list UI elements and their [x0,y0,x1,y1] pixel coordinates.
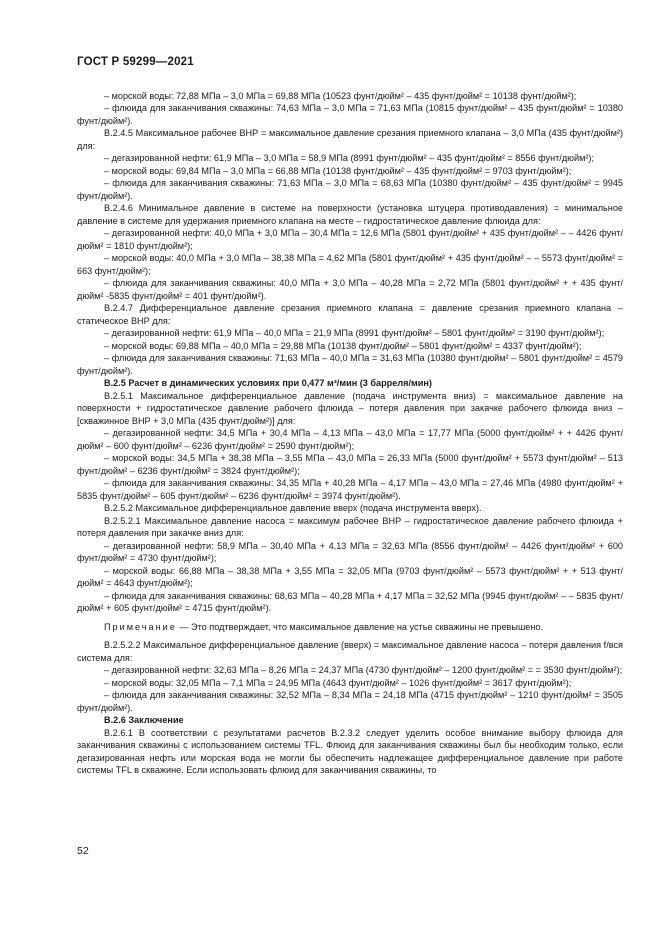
section-heading: В.2.5.2.1 Максимальное давление насоса = максимум рабочее ВНР – гидростатическое давление рабочего флюида + потеря давления при закачке вниз для: [77,515,623,538]
paragraph: – флюида для заканчивания скважины: 32,52 МПа – 8,34 МПа = 24,18 МПа (4715 фунт/дюйм² – 1210 фунт/дюйм² = 3505 фунт/дюйм²). [77,690,623,713]
section-title-bold: В.2.6 Заключение [104,715,184,725]
paragraph: – морской воды: 69,88 МПа – 40,0 МПа = 29,88 МПа (10138 фунт/дюйм² – 5801 фунт/дюйм² = 4337 фунт/дюйм²); [104,340,582,351]
paragraph: – морской воды: 72,88 МПа – 3,0 МПа = 69,88 МПа (10523 фунт/дюйм² – 435 фунт/дюйм² = 10138 фунт/дюйм²); [104,90,577,101]
paragraph: – морской воды: 69,84 МПа – 3,0 МПа = 66,88 МПа (10138 фунт/дюйм² – 435 фунт/дюйм² = 9703 фунт/дюйм²); [104,165,572,176]
paragraph: – морской воды: 40,0 МПа + 3,0 МПа – 38,38 МПа = 4,62 МПа (5801 фунт/дюйм² + 435 фунт/дюйм² – – 5573 фунт/дюйм² = 663 фунт/дюйм²); [77,253,623,276]
section-title-bold: В.2.5 Расчет в динамических условиях при 0,477 м³/мин (3 барреля/мин) [104,378,432,388]
note-label: Примечание [104,621,177,632]
paragraph: – дегазированной нефти: 34,5 МПа + 30,4 МПа – 4,13 МПа – 43,0 МПа = 17,77 МПа (5000 фунт/дюйм² + + 4426 фунт/дюйм² – 600 фунт/дюйм² – 6236 фунт/дюйм² = 2590 фунт/дюйм²); [77,428,623,451]
paragraph: – дегазированной нефти: 61,9 МПа – 40,0 МПа = 21,9 МПа (8991 фунт/дюйм² – 5801 фунт/дюйм² = 3190 фунт/дюйм²); [104,328,605,338]
paragraph: – морской воды: 32,05 МПа – 7,1 МПа = 24,95 МПа (4643 фунт/дюйм² – 1026 фунт/дюйм² = 3617 фунт/дюйм²); [104,677,572,688]
paragraph: – флюида для заканчивания скважины: 71,63 МПа – 3,0 МПа = 68,63 МПа (10380 фунт/дюйм² – 435 фунт/дюйм² = 9945 фунт/дюйм²). [77,178,623,201]
document-header: ГОСТ Р 59299—2021 [77,56,194,68]
paragraph: – флюида для заканчивания скважины: 71,63 МПа – 40,0 МПа = 31,63 МПа (10380 фунт/дюйм² – 5801 фунт/дюйм² = 4579 фунт/дюйм²). [77,353,623,376]
paragraph: – морской воды: 34,5 МПа + 38,38 МПа – 3,55 МПа – 43,0 МПа = 26,33 МПа (5000 фунт/дюйм² + 5573 фунт/дюйм² – 513 фунт/дюйм² – 6236 фунт/дюйм² = 3824 фунт/дюйм²); [77,453,623,476]
section-heading: В.2.4.6 Минимальное давление в системе на поверхности (установка штуцера противодавления) = минимальное давление в системе для удержания приемного клапана на месте – гидростатическое давление флюида для: [77,203,623,226]
paragraph: – дегазированной нефти: 40,0 МПа + 3,0 МПа – 30,4 МПа = 12,6 МПа (5801 фунт/дюйм² + 435 фунт/дюйм² – – 4426 фунт/дюйм² = 1810 фунт/дюйм²); [77,228,623,251]
paragraph: – флюида для заканчивания скважины: 34,35 МПа + 40,28 МПа – 4,17 МПа – 43,0 МПа = 27,46 МПа (4980 фунт/дюйм² + 5835 фунт/дюйм² – 605 фунт/дюйм² – 6236 фунт/дюйм² = 3974 фунт/дюйм²). [77,478,623,501]
paragraph: – дегазированной нефти: 58,9 МПа – 30,40 МПа + 4,13 МПа = 32,63 МПа (8556 фунт/дюйм² – 4426 фунт/дюйм² + 600 фунт/дюйм² = 4730 фунт/дюйм²); [77,540,623,563]
paragraph: – морской воды: 66,88 МПа – 38,38 МПа + 3,55 МПа = 32,05 МПа (9703 фунт/дюйм² – 5573 фунт/дюйм² + + 513 фунт/дюйм² = 4643 фунт/дюйм²); [77,565,623,588]
section-heading: В.2.4.7 Дифференциальное давление срезания приемного клапана = давление срезания приемного клапана – статическое ВНР для: [77,303,623,326]
page-number: 52 [77,845,89,857]
section-heading: В.2.5.2 Максимальное дифференциальное давление вверх (подача инструмента вверх). [104,503,482,513]
section-heading: В.2.5.2.2 Максимальное дифференциальное давление (вверх) = максимальное давление насоса – потеря давления f/вся система для: [77,640,623,663]
paragraph: – флюида для заканчивания скважины: 68,63 МПа – 40,28 МПа + 4,17 МПа = 32,52 МПа (9945 фунт/дюйм² – – 5835 фунт/дюйм² + 605 фунт/дюйм² = 4715 фунт/дюйм²). [77,590,623,613]
paragraph: – дегазированной нефти: 32,63 МПа – 8,26 МПа = 24,37 МПа (4730 фунт/дюйм² – 1200 фунт/дюйм² = = 3530 фунт/дюйм²); [104,665,623,675]
paragraph: – флюида для заканчивания скважины: 40,0 МПа + 3,0 МПа – 40,28 МПа = 2,72 МПа (5801 фунт/дюйм² + + 435 фунт/дюйм² -5835 фунт/дюйм² = 401 фунт/дюйм²). [77,278,623,301]
paragraph: – дегазированной нефти: 61,9 МПа – 3,0 МПа = 58,9 МПа (8991 фунт/дюйм² – 435 фунт/дюйм² = 8556 фунт/дюйм²); [104,153,594,163]
section-heading: В.2.4.5 Максимальное рабочее ВНР = максимальное давление срезания приемного клапана – 3,0 МПа (435 фунт/дюйм²) для: [77,128,623,151]
note [77,621,623,634]
paragraph: В.2.6.1 В соответствии с результатами расчетов В.2.3.2 следует уделить особое внимание выбору флюида для заканчивания скважины с использованием системы TFL. Флюид для заканчивания скважины был бы необходим только, если дегазированная нефть или морская вода не могли бы обеспечить надлежащее дифференциальное давление при работе системы TFL в скважине. Если использовать флюид для заканчивания скважины, то [77,727,623,775]
paragraph: – флюида для заканчивания скважины: 74,63 МПа – 3,0 МПа = 71,63 МПа (10815 фунт/дюйм² – 435 фунт/дюйм² = 10380 фунт/дюйм²). [77,103,623,126]
note-text: — Это подтверждает, что максимальное давление на устье скважины не превышено. [176,621,543,632]
section-heading: В.2.5.1 Максимальное дифференциальное давление (подача инструмента вниз) = максимальное давление на поверхности + гидростатическое давление рабочего флюида – потеря давления при закачке рабочего флюида вниз – [скважинное ВНР + 3,0 МПа (435 фунт/дюйм²)] для: [77,390,623,426]
